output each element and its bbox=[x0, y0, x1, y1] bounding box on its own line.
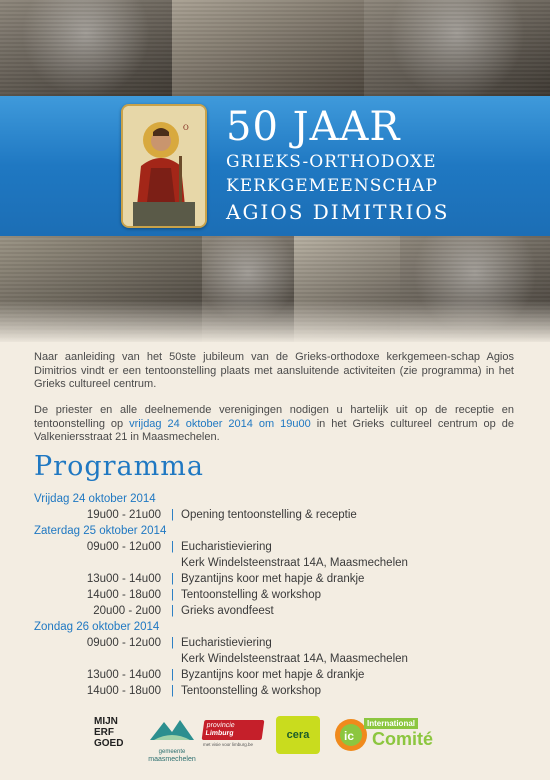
limburg-name: Limburg bbox=[205, 730, 234, 737]
title-agios-dimitrios: AGIOS DIMITRIOS bbox=[226, 200, 450, 224]
program-location: Kerk Windelsteenstraat 14A, Maasmechelen bbox=[181, 557, 408, 569]
limburg-badge bbox=[202, 720, 265, 740]
separator-bar: | bbox=[171, 573, 174, 585]
provincie-limburg-logo bbox=[203, 720, 263, 754]
title-kerkgemeenschap: KERKGEMEENSCHAP bbox=[226, 176, 438, 196]
ic-comite: Comité bbox=[372, 729, 434, 749]
program-activity: Eucharistieviering bbox=[181, 637, 272, 649]
separator-bar: | bbox=[171, 605, 174, 617]
cera-text: cera bbox=[286, 729, 310, 741]
program-activity: Grieks avondfeest bbox=[181, 605, 274, 617]
program-row bbox=[34, 683, 524, 699]
ic-international: International bbox=[364, 718, 418, 729]
photo-fade bbox=[0, 300, 550, 344]
program-activity: Byzantijns koor met hapje & drankje bbox=[181, 573, 365, 585]
program-activity: Tentoonstelling & workshop bbox=[181, 589, 321, 601]
photo-men-at-bar bbox=[0, 0, 172, 96]
program-activity: Opening tentoonstelling & receptie bbox=[181, 509, 357, 521]
invitation-text-start: De priester en alle deelnemende verenigingen nodigen u hartelijk uit op de receptie en tentoonstelling op bbox=[34, 404, 514, 430]
international-comite-logo bbox=[334, 716, 454, 756]
separator-bar: | bbox=[171, 685, 174, 697]
separator-bar: | bbox=[171, 669, 174, 681]
invitation-paragraph bbox=[34, 404, 514, 445]
program-row bbox=[34, 571, 524, 587]
title-grieks-orthodoxe: GRIEKS-ORTHODOXE bbox=[226, 152, 437, 172]
program-time: 09u00 - 12u00 bbox=[86, 541, 161, 553]
program-time: 20u00 - 2u00 bbox=[93, 605, 161, 617]
svg-text:O: O bbox=[183, 124, 189, 132]
svg-text:ic: ic bbox=[344, 729, 355, 743]
invitation-text-end: in het Grieks cultureel centrum op de Valkeniersstraat 21 in Maasmechelen. bbox=[34, 417, 514, 443]
program-activity: Tentoonstelling & workshop bbox=[181, 685, 321, 697]
program-time: 19u00 - 21u00 bbox=[86, 509, 161, 521]
intro-paragraph: Naar aanleiding van het 50ste jubileum van de Grieks-orthodoxe kerkgemeen-schap Agios Dimitrios vindt er een tentoonstelling plaats met aansluitende activiteiten (zie programma) in het Grieks cultureel centrum. bbox=[34, 351, 514, 390]
separator-bar: | bbox=[171, 637, 174, 649]
cera-logo bbox=[276, 716, 320, 754]
separator-bar: | bbox=[171, 589, 174, 601]
program-location: Kerk Windelsteenstraat 14A, Maasmechelen bbox=[181, 653, 408, 665]
limburg-tagline: met visie voor limburg.be bbox=[203, 742, 254, 747]
program-activity: Eucharistieviering bbox=[181, 541, 272, 553]
day-heading: Zondag 26 oktober 2014 bbox=[34, 621, 160, 633]
photo-wedding bbox=[364, 0, 550, 96]
maasmechelen-name: maasmechelen bbox=[148, 756, 196, 763]
program-row bbox=[34, 507, 524, 523]
ic-circle-icon bbox=[334, 718, 368, 752]
program-time: 13u00 - 14u00 bbox=[86, 573, 161, 585]
maasmechelen-logo bbox=[146, 714, 198, 763]
separator-bar: | bbox=[171, 509, 174, 521]
program-activity: Byzantijns koor met hapje & drankje bbox=[181, 669, 365, 681]
saint-dimitrios-icon bbox=[123, 106, 205, 226]
mijn-erfgoed-line2: ERF bbox=[94, 727, 114, 738]
program-row bbox=[34, 635, 524, 651]
mijn-erfgoed-logo bbox=[94, 716, 128, 749]
saint-icon-image bbox=[121, 104, 207, 228]
top-photo-strip bbox=[0, 0, 550, 96]
program-time: 14u00 - 18u00 bbox=[86, 589, 161, 601]
day-heading: Zaterdag 25 oktober 2014 bbox=[34, 525, 167, 537]
program-row bbox=[34, 587, 524, 603]
photo-dancers bbox=[172, 0, 364, 96]
program-list bbox=[34, 491, 524, 699]
program-title: Programma bbox=[34, 451, 204, 482]
title-50-jaar: 50 JAAR bbox=[226, 104, 401, 150]
mijn-erfgoed-line1: MIJN bbox=[94, 716, 118, 727]
program-row bbox=[34, 603, 524, 619]
program-time: 13u00 - 14u00 bbox=[86, 669, 161, 681]
program-row bbox=[34, 667, 524, 683]
separator-bar: | bbox=[171, 541, 174, 553]
program-row bbox=[34, 539, 524, 555]
program-time: 14u00 - 18u00 bbox=[86, 685, 161, 697]
mijn-erfgoed-line3: GOED bbox=[94, 738, 124, 749]
sponsor-logos bbox=[0, 712, 550, 768]
maasmechelen-small: gemeente bbox=[158, 749, 186, 755]
invitation-date-highlight: vrijdag 24 oktober 2014 om 19u00 bbox=[129, 417, 311, 430]
limburg-provincie: provincie bbox=[206, 722, 236, 729]
day-heading: Vrijdag 24 oktober 2014 bbox=[34, 493, 156, 505]
maasmechelen-mountain-icon bbox=[146, 714, 198, 744]
program-time: 09u00 - 12u00 bbox=[86, 637, 161, 649]
